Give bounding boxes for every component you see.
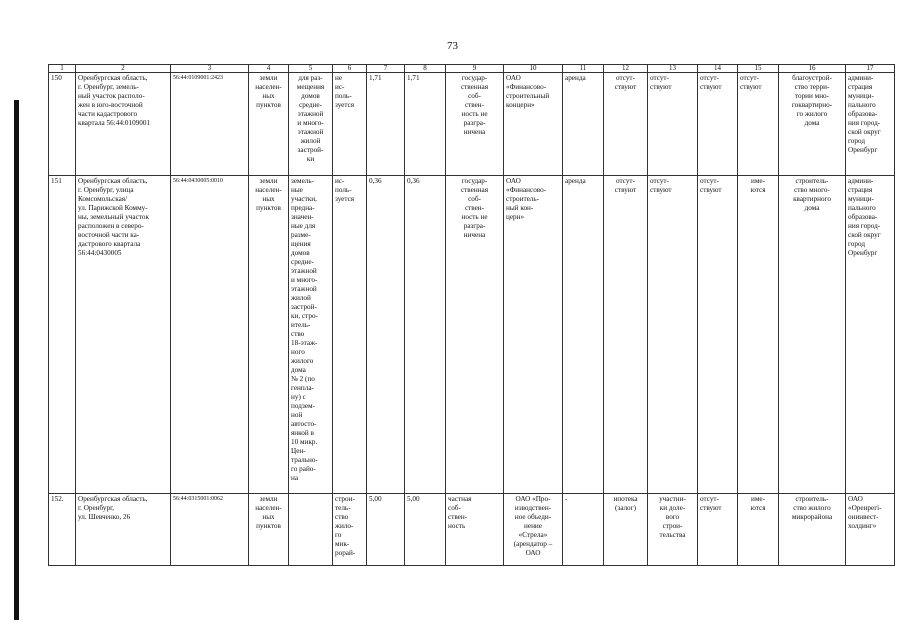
column-number: 17: [846, 65, 895, 73]
column-number: 5: [289, 65, 333, 73]
right-holder: ОАО «Про- изводствен- ное объеди- нение «Стрела» (арендатор – ОАО: [504, 494, 563, 566]
buildings: отсут- ствуют: [738, 73, 779, 176]
column-number: 1: [49, 65, 76, 73]
page-number: 73: [447, 40, 458, 52]
cadastral-number: 56:44:0315001:0062: [171, 494, 249, 566]
actual-use: строитель- ство жилого микрорайона: [779, 494, 846, 566]
actual-use: строитель- ство много- квартирного дома: [779, 176, 846, 494]
administrator: ОАО «Оренрегі- онинвест- холдинг»: [846, 494, 895, 566]
restrictions: отсут- ствуют: [698, 73, 738, 176]
right-holder: ОАО «Финансово- строитель- ный кон- церн»: [504, 176, 563, 494]
usage-status: ис- поль- зуется: [333, 176, 367, 494]
right-type: -: [563, 494, 604, 566]
row-number: 152.: [49, 494, 76, 566]
usage-status: не ис- поль- зуется: [333, 73, 367, 176]
land-plots-table: [48, 64, 895, 566]
encumbrance-holder: отсут- ствуют: [648, 176, 698, 494]
ownership-form: государ- ственная соб- ствен- ность не разгра- ничена: [446, 176, 504, 494]
column-number: 9: [446, 65, 504, 73]
right-type: аренда: [563, 176, 604, 494]
plot-address: Оренбургская область, г. Оренбург, ул. Шевченко, 26: [76, 494, 171, 566]
area-value: 0,36: [405, 176, 446, 494]
encumbrance: ипотека (залог): [604, 494, 648, 566]
column-number: 10: [504, 65, 563, 73]
plot-address: Оренбургская область, г. Оренбург, земель- ный участок располо- жен в юго-восточной части кадастрового квартала 56:44:0109001: [76, 73, 171, 176]
actual-use: благоустрой- ство терри- тории мно- гоквартирно- го жилого дома: [779, 73, 846, 176]
encumbrance: отсут- ствуют: [604, 176, 648, 494]
column-number: 15: [738, 65, 779, 73]
permitted-use: земель- ные участки, предна- значен- ные для разме- щения домов средне- этажной и много- этажной жилой застрой- ки, стро- итель- ство 18-этаж- ного жилого дома № 2 (по генпла- ну) с подзем- ной автосто- янкой в 10 микр. Цен- трально- го райо- на: [289, 176, 333, 494]
column-number: 14: [698, 65, 738, 73]
land-category: земли населен- ных пунктов: [249, 176, 289, 494]
column-number: 16: [779, 65, 846, 73]
permitted-use: [289, 494, 333, 566]
encumbrance-holder: отсут- ствуют: [648, 73, 698, 176]
column-number: 6: [333, 65, 367, 73]
ownership-form: государ- ственная соб- ствен- ность не разгра- ничена: [446, 73, 504, 176]
restrictions: отсут- ствуют: [698, 176, 738, 494]
right-holder: ОАО «Финансово- строительный концерн»: [504, 73, 563, 176]
buildings: име- ются: [738, 176, 779, 494]
administrator: админи- страция муници- пального образова- ния город- ской округ город Оренбург: [846, 73, 895, 176]
usage-status: строи- тель- ство жило- го мик- рорай-: [333, 494, 367, 566]
encumbrance: отсут- ствуют: [604, 73, 648, 176]
area-value: 1,71: [367, 73, 405, 176]
buildings: име- ются: [738, 494, 779, 566]
column-number-row: [49, 65, 895, 73]
area-value: 5,00: [405, 494, 446, 566]
column-number: 2: [76, 65, 171, 73]
administrator: админи- страция муници- пального образова- ния город- ской округ город Оренбург: [846, 176, 895, 494]
area-value: 5,00: [367, 494, 405, 566]
land-category: земли населен- ных пунктов: [249, 494, 289, 566]
ownership-form: частная соб- ствен- ность: [446, 494, 504, 566]
column-number: 13: [648, 65, 698, 73]
row-number: 150: [49, 73, 76, 176]
encumbrance-holder: участни- ки доле- вого строи- тельства: [648, 494, 698, 566]
column-number: 7: [367, 65, 405, 73]
column-number: 4: [249, 65, 289, 73]
table-row: [49, 494, 895, 566]
right-type: аренда: [563, 73, 604, 176]
row-number: 151: [49, 176, 76, 494]
restrictions: отсут- ствуют: [698, 494, 738, 566]
table-row: [49, 73, 895, 176]
cadastral-number: 56:44:0430005:0010: [171, 176, 249, 494]
column-number: 8: [405, 65, 446, 73]
table-row: [49, 176, 895, 494]
column-number: 12: [604, 65, 648, 73]
binding-edge-mark: [14, 100, 19, 620]
cadastral-number: 56:44:0109001:2423: [171, 73, 249, 176]
column-number: 11: [563, 65, 604, 73]
area-value: 0,36: [367, 176, 405, 494]
plot-address: Оренбургская область, г. Оренбург, улица Комсомольская/ ул. Парижской Комму- ны, земельный участок расположен в северо- восточной части ка- дастрового квартала 56:44:0430005: [76, 176, 171, 494]
column-number: 3: [171, 65, 249, 73]
land-category: земли населен- ных пунктов: [249, 73, 289, 176]
area-value: 1,71: [405, 73, 446, 176]
permitted-use: для раз- мещения домов средне- этажной и много- этажной жилой застрой- ки: [289, 73, 333, 176]
